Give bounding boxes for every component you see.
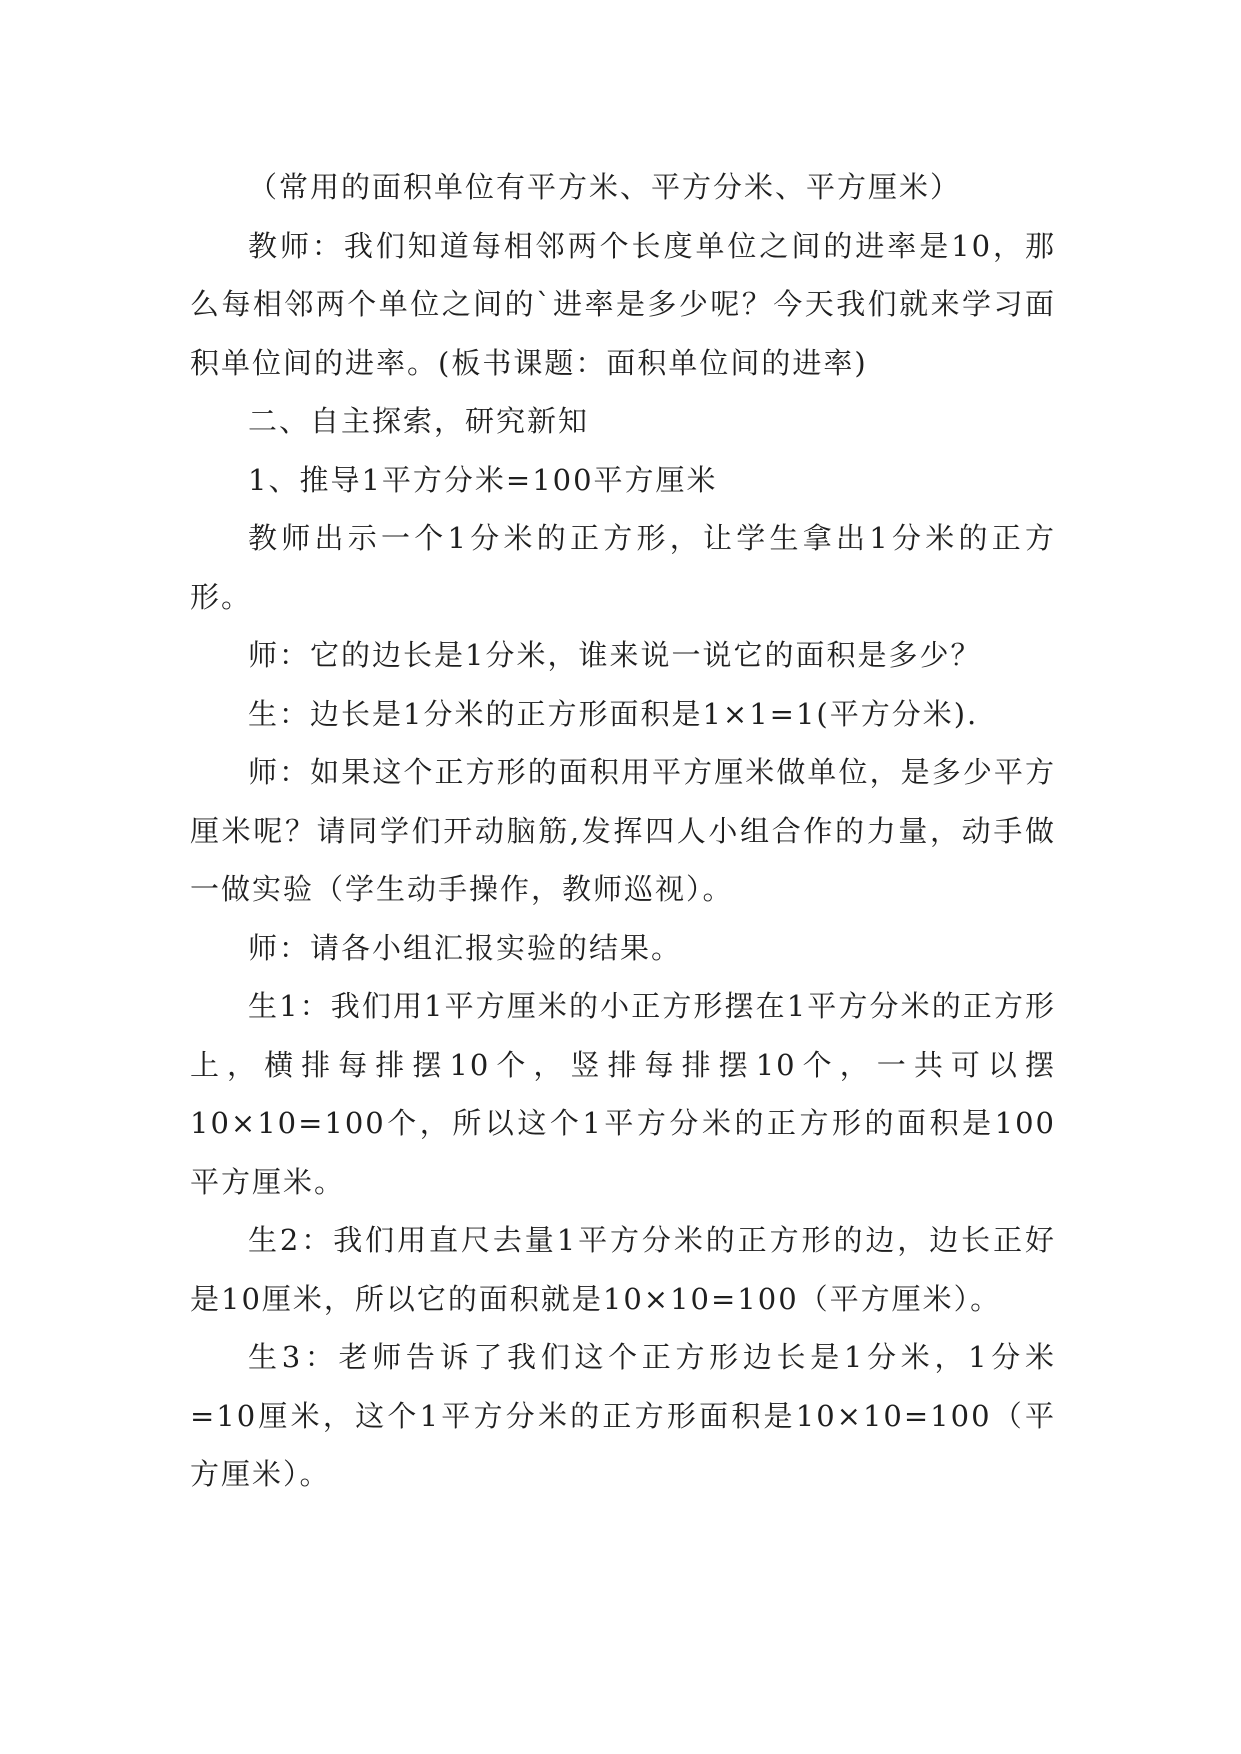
paragraph-teacher-shows-square: 教师出示一个1分米的正方形，让学生拿出1分米的正方形。	[190, 521, 1056, 614]
subheading-derive: 1、推导1平方分米=100平方厘米	[248, 462, 718, 497]
document-body	[190, 158, 1056, 1504]
paragraph-teacher-question: 师：它的边长是1分米，谁来说一说它的面积是多少？	[248, 638, 982, 672]
paragraph-student-2: 生2：我们用直尺去量1平方分米的正方形的边，边长正好是10厘米，所以它的面积就是10×10=100（平方厘米）。	[190, 1223, 1056, 1316]
section-heading-explore: 二、自主探索，研究新知	[248, 404, 590, 438]
paragraph-student-answer: 生：边长是1分米的正方形面积是1×1=1(平方分米).	[248, 696, 979, 731]
paragraph-teacher-experiment: 师：如果这个正方形的面积用平方厘米做单位，是多少平方厘米呢？请同学们开动脑筋,发挥四人小组合作的力量，动手做一做实验（学生动手操作，教师巡视）。	[190, 755, 1056, 906]
paragraph-teacher-report: 师：请各小组汇报实验的结果。	[248, 930, 683, 965]
paragraph-student-3: 生3：老师告诉了我们这个正方形边长是1分米，1分米=10厘米，这个1平方分米的正方形面积是10×10=100（平方厘米）。	[190, 1340, 1056, 1491]
paragraph-area-units: （常用的面积单位有平方米、平方分米、平方厘米）	[248, 170, 962, 204]
paragraph-student-1: 生1：我们用1平方厘米的小正方形摆在1平方分米的正方形上，横排每排摆10个，竖排每排摆10个，一共可以摆10×10=100个，所以这个1平方分米的正方形的面积是100平方厘米。	[190, 989, 1056, 1199]
paragraph-teacher-intro: 教师：我们知道每相邻两个长度单位之间的进率是10，那么每相邻两个单位之间的`进率是多少呢？今天我们就来学习面积单位间的进率。(板书课题：面积单位间的进率)	[190, 228, 1056, 380]
